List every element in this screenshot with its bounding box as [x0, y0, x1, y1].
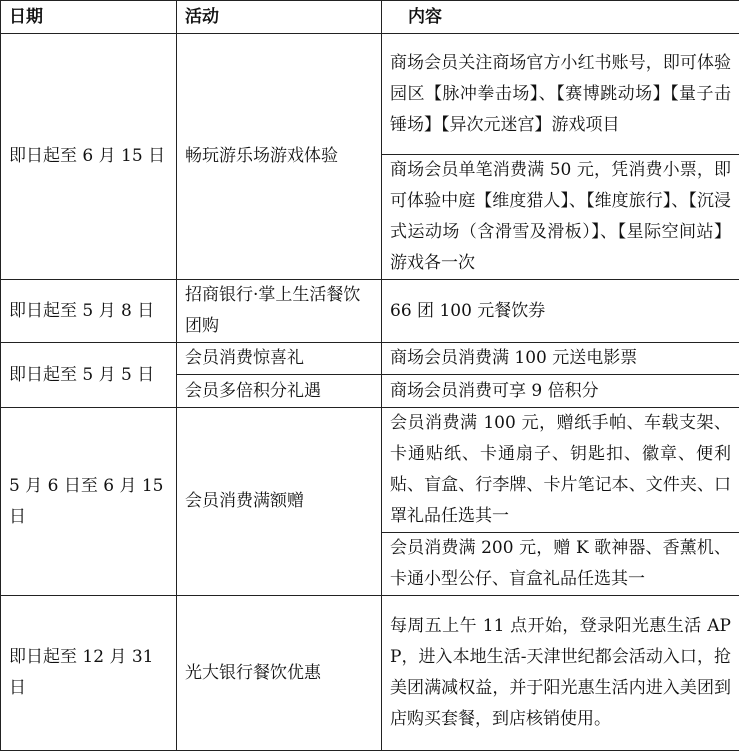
content-cell: 会员消费满 100 元，赠纸手帕、车载支架、卡通贴纸、卡通扇子、钥匙扣、徽章、便利贴、盲盒、行李牌、卡片笔记本、文件夹、口罩礼品任选其一: [382, 408, 739, 533]
header-date: 日期: [1, 1, 177, 34]
content-cell: 商场会员消费可享 9 倍积分: [382, 375, 739, 408]
table-row: [1, 280, 739, 343]
table-row: [1, 343, 739, 375]
activity-cell: 会员多倍积分礼遇: [177, 375, 382, 408]
date-cell: 即日起至 5 月 8 日: [1, 280, 177, 343]
date-cell: 5 月 6 日至 6 月 15 日: [1, 408, 177, 596]
date-cell: 即日起至 5 月 5 日: [1, 343, 177, 408]
activity-cell: 畅玩游乐场游戏体验: [177, 34, 382, 280]
table-row: [1, 596, 739, 751]
content-cell: 会员消费满 200 元，赠 K 歌神器、香薰机、卡通小型公仔、盲盒礼品任选其一: [382, 533, 739, 596]
table-row: [1, 34, 739, 155]
header-activity: 活动: [177, 1, 382, 34]
header-content: 内容: [382, 1, 739, 34]
activity-cell: 会员消费满额赠: [177, 408, 382, 596]
content-cell: 商场会员关注商场官方小红书账号，即可体验园区【脉冲拳击场】、【赛博跳动场】【量子击锤场】【异次元迷宫】游戏项目: [382, 34, 739, 155]
date-cell: 即日起至 12 月 31 日: [1, 596, 177, 751]
activity-cell: 招商银行·掌上生活餐饮团购: [177, 280, 382, 343]
content-cell: 商场会员单笔消费满 50 元，凭消费小票，即可体验中庭【维度猎人】、【维度旅行】、【沉浸式运动场（含滑雪及滑板）】、【星际空间站】游戏各一次: [382, 155, 739, 280]
table-row: [1, 408, 739, 533]
activity-cell: 会员消费惊喜礼: [177, 343, 382, 375]
content-cell: 每周五上午 11 点开始，登录阳光惠生活 APP，进入本地生活-天津世纪都会活动入口，抢美团满减权益，并于阳光惠生活内进入美团到店购买套餐，到店核销使用。: [382, 596, 739, 751]
header-row: [1, 1, 739, 34]
content-cell: 商场会员消费满 100 元送电影票: [382, 343, 739, 375]
content-cell: 66 团 100 元餐饮券: [382, 280, 739, 343]
activity-cell: 光大银行餐饮优惠: [177, 596, 382, 751]
date-cell: 即日起至 6 月 15 日: [1, 34, 177, 280]
